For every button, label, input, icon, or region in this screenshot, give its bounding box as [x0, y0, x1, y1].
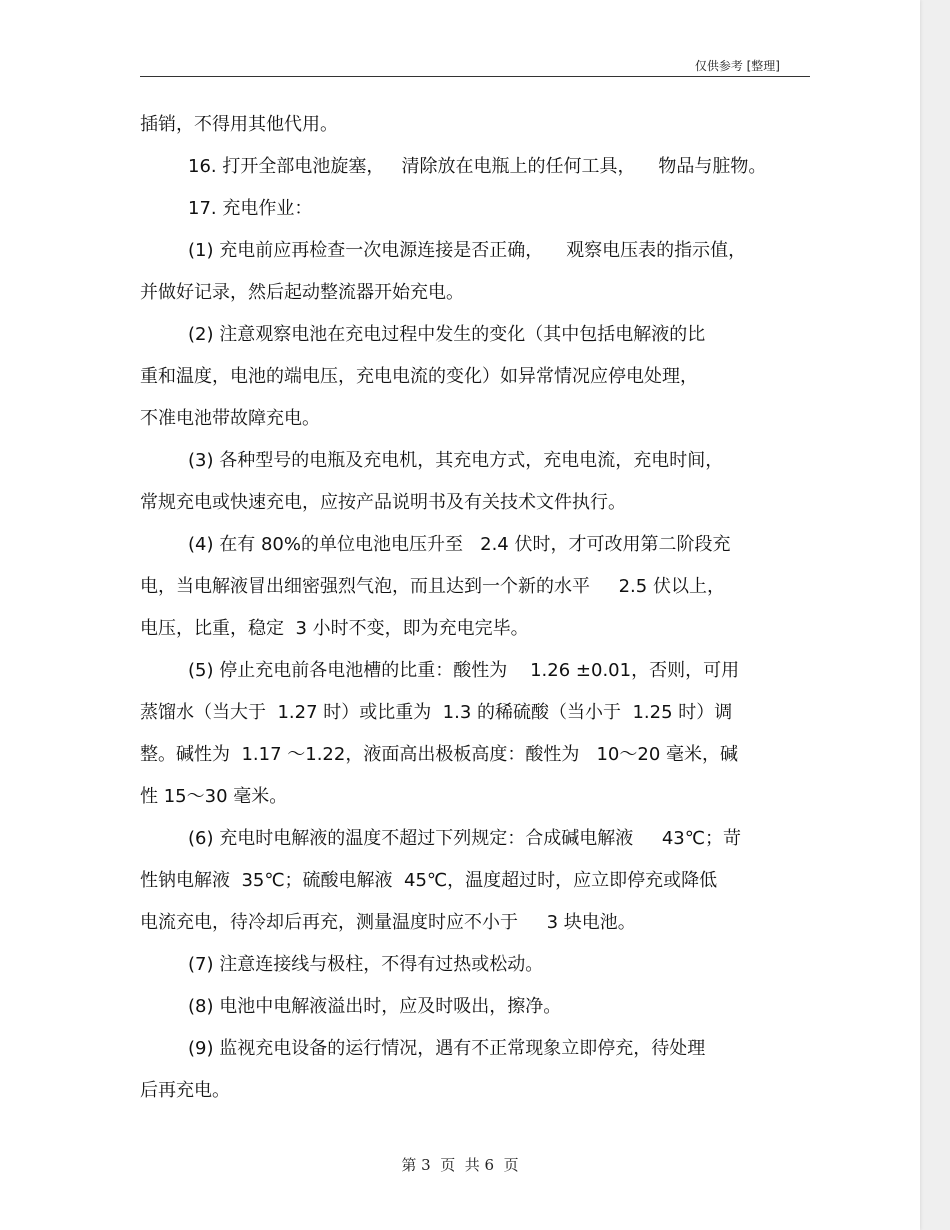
text-line: 后再充电。 — [140, 1080, 230, 1101]
text-line: (7) 注意连接线与极柱，不得有过热或松动。 — [188, 954, 544, 975]
text-line: (5) 停止充电前各电池槽的比重：酸性为 1.26 ±0.01，否则，可用 — [188, 660, 740, 681]
text-line: (6) 充电时电解液的温度不超过下列规定：合成碱电解液 43℃；苛 — [188, 828, 741, 849]
text-line: 常规充电或快速充电，应按产品说明书及有关技术文件执行。 — [140, 492, 626, 513]
document-body — [140, 104, 810, 1112]
text-line: 性 15～30 毫米。 — [140, 786, 288, 807]
text-line: 17. 充电作业： — [188, 198, 313, 219]
text-line: 整。碱性为 1.17 ～1.22，液面高出极板高度：酸性为 10～20 毫米，碱 — [140, 744, 739, 765]
text-line: (1) 充电前应再检查一次电源连接是否正确， 观察电压表的指示值， — [188, 240, 747, 261]
text-line: 电流充电，待冷却后再充，测量温度时应不小于 3 块电池。 — [140, 912, 636, 933]
page-number: 第 3 页 共 6 页 — [401, 1156, 519, 1174]
text-line: 蒸馏水（当大于 1.27 时）或比重为 1.3 的稀硫酸（当小于 1.25 时）调 — [140, 702, 733, 723]
header-note: 仅供参考 [整理] — [694, 59, 780, 73]
text-line: 不准电池带故障充电。 — [140, 408, 320, 429]
text-line: 并做好记录，然后起动整流器开始充电。 — [140, 282, 464, 303]
text-line: (9) 监视充电设备的运行情况，遇有不正常现象立即停充，待处理 — [188, 1038, 706, 1059]
text-line: (8) 电池中电解液溢出时，应及时吸出，擦净。 — [188, 996, 562, 1017]
header-divider — [140, 76, 810, 77]
text-line: 插销，不得用其他代用。 — [140, 114, 338, 135]
text-line: 电压，比重，稳定 3 小时不变，即为充电完毕。 — [140, 618, 529, 639]
text-line: 重和温度，电池的端电压，充电电流的变化）如异常情况应停电处理， — [140, 366, 698, 387]
text-line: (2) 注意观察电池在充电过程中发生的变化（其中包括电解液的比 — [188, 324, 706, 345]
text-line: 电，当电解液冒出细密强烈气泡，而且达到一个新的水平 2.5 伏以上， — [140, 576, 725, 597]
text-line: 16. 打开全部电池旋塞， 清除放在电瓶上的任何工具， 物品与脏物。 — [188, 156, 767, 177]
text-line: (3) 各种型号的电瓶及充电机，其充电方式，充电电流，充电时间， — [188, 450, 724, 471]
text-line: (4) 在有 80%的单位电池电压升至 2.4 伏时，才可改用第二阶段充 — [188, 534, 731, 555]
text-line: 性钠电解液 35℃；硫酸电解液 45℃，温度超过时，应立即停充或降低 — [140, 870, 718, 891]
